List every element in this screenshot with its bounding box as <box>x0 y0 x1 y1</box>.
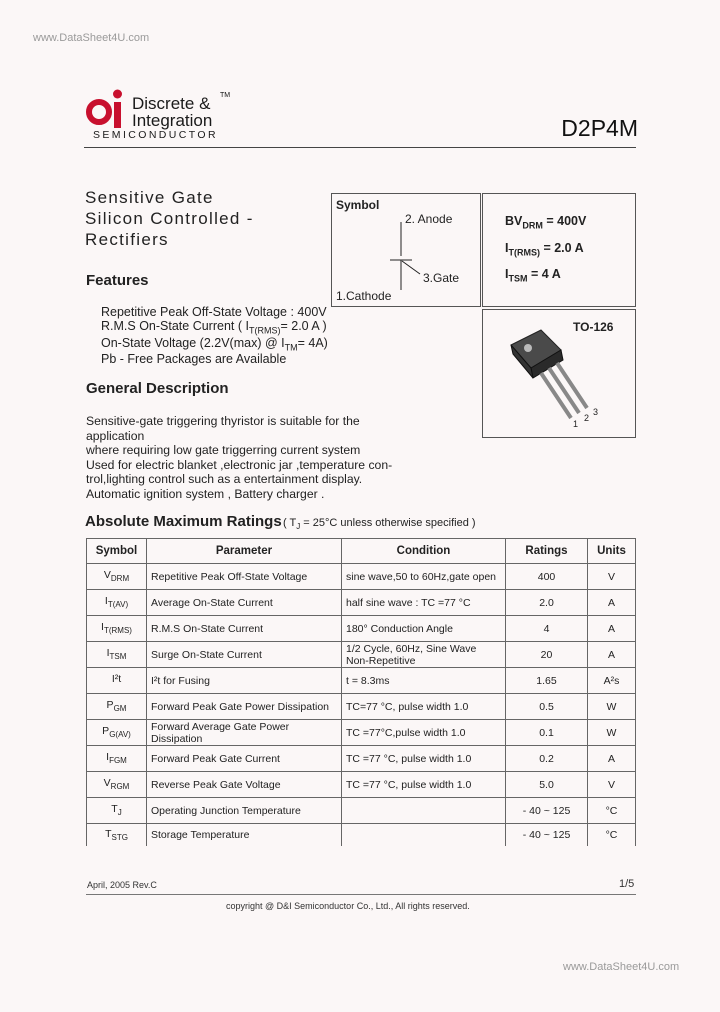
footer-page-number: 1/5 <box>619 878 635 890</box>
row-symbol: $T_J$ <box>87 798 147 824</box>
feature-item-1: Repetitive Peak Off-State Voltage : 400V <box>101 305 327 319</box>
row-symbol: $V_{DRM}$ <box>87 564 147 590</box>
row-condition: TC =77 °C, pulse width 1.0 <box>342 772 506 798</box>
row-symbol: I²t <box>87 668 147 694</box>
row-unit: °C <box>588 824 636 847</box>
row-symbol: $T_{STG}$ <box>87 824 147 847</box>
key-specs-box <box>482 193 636 307</box>
row-condition: TC =77 °C, pulse width 1.0 <box>342 746 506 772</box>
footer-copyright: copyright @ D&I Semiconductor Co., Ltd., All rights reserved. <box>226 901 470 911</box>
pin-label-3: 3 <box>593 407 599 417</box>
row-symbol: $P_{GM}$ <box>87 694 147 720</box>
row-unit: A²s <box>588 668 636 694</box>
symbol-box-title: Symbol <box>336 198 380 212</box>
row-rating: - 40 ~ 125 <box>506 824 588 847</box>
table-row <box>87 694 636 720</box>
col-parameter: Parameter <box>147 539 342 564</box>
row-symbol: $I_{T(AV)}$ <box>87 590 147 616</box>
logo-subtitle: SEMICONDUCTOR <box>93 129 218 141</box>
row-unit: W <box>588 694 636 720</box>
feature-item-3: On-State Voltage (2.2V(max) @ $I_{TM}= 4A$) <box>101 336 328 353</box>
row-parameter: Forward Peak Gate Current <box>147 746 342 772</box>
footer-date: April, 2005 Rev.C <box>87 880 157 890</box>
features-heading: Features <box>86 272 149 289</box>
logo-trademark: TM <box>220 92 231 99</box>
row-condition: t = 8.3ms <box>342 668 506 694</box>
row-unit: A <box>588 590 636 616</box>
row-parameter: Operating Junction Temperature <box>147 798 342 824</box>
row-parameter: Surge On-State Current <box>147 642 342 668</box>
anode-label: 2. Anode <box>405 212 453 226</box>
col-symbol: Symbol <box>87 539 147 564</box>
row-condition: 180° Conduction Angle <box>342 616 506 642</box>
row-symbol: $P_{G(AV)}$ <box>87 720 147 746</box>
logo-name-line1: Discrete & <box>132 94 211 113</box>
row-parameter: Storage Temperature <box>147 824 342 847</box>
row-condition <box>342 824 506 847</box>
pin-label-2: 2 <box>584 413 590 423</box>
title-line-2: Silicon Controlled - <box>85 209 254 228</box>
row-condition: sine wave,50 to 60Hz,gate open <box>342 564 506 590</box>
table-row <box>87 720 636 746</box>
row-parameter: R.M.S On-State Current <box>147 616 342 642</box>
row-unit: V <box>588 564 636 590</box>
table-row <box>87 616 636 642</box>
title-line-3: Rectifiers <box>85 230 169 249</box>
footer-rule <box>86 894 636 895</box>
table-row <box>87 798 636 824</box>
row-unit: A <box>588 616 636 642</box>
spec-itsm: $I_{TSM} = 4$ A <box>505 267 561 284</box>
row-symbol: $I_{TSM}$ <box>87 642 147 668</box>
row-condition: half sine wave : TC =77 °C <box>342 590 506 616</box>
feature-item-2: R.M.S On-State Current ( $I_{T(RMS)}= 2.0$ A ) <box>101 319 327 336</box>
general-description-text: Sensitive-gate triggering thyristor is suitable for the application where requiring low gate triggerring current system Used for electric blanket ,electronic jar ,temperature con- trol,lighting control such as a entertainment display. Automatic ignition system , Battery charger . <box>86 414 393 501</box>
general-description-heading: General Description <box>86 380 229 397</box>
row-condition: TC=77 °C, pulse width 1.0 <box>342 694 506 720</box>
row-rating: 0.1 <box>506 720 588 746</box>
pin-label-1: 1 <box>573 419 579 429</box>
ratings-table <box>86 538 636 846</box>
col-ratings: Ratings <box>506 539 588 564</box>
row-parameter: I²t for Fusing <box>147 668 342 694</box>
row-parameter: Reverse Peak Gate Voltage <box>147 772 342 798</box>
di-logo-icon <box>84 88 130 130</box>
table-row <box>87 668 636 694</box>
watermark-bottom: www.DataSheet4U.com <box>563 961 680 973</box>
header-rule <box>84 147 636 148</box>
row-unit: A <box>588 746 636 772</box>
row-condition: 1/2 Cycle, 60Hz, Sine Wave Non-Repetitive <box>342 642 506 668</box>
feature-item-4: Pb - Free Packages are Available <box>101 352 287 366</box>
ratings-header-row <box>87 539 636 564</box>
row-unit: W <box>588 720 636 746</box>
logo-name-line2: Integration <box>132 111 213 130</box>
ratings-heading: Absolute Maximum Ratings <box>85 513 282 530</box>
col-units: Units <box>588 539 636 564</box>
package-box <box>482 309 636 438</box>
spec-bvdrm: $BV_{DRM} = 400V$ <box>505 214 587 231</box>
watermark-top: www.DataSheet4U.com <box>33 32 150 44</box>
row-rating: 20 <box>506 642 588 668</box>
row-symbol: $I_{FGM}$ <box>87 746 147 772</box>
table-row <box>87 590 636 616</box>
table-row <box>87 824 636 847</box>
row-parameter: Average On-State Current <box>147 590 342 616</box>
package-name: TO-126 <box>573 320 614 334</box>
table-row <box>87 642 636 668</box>
title-line-1: Sensitive Gate <box>85 188 214 207</box>
table-row <box>87 772 636 798</box>
table-row <box>87 564 636 590</box>
row-unit: °C <box>588 798 636 824</box>
row-unit: A <box>588 642 636 668</box>
row-rating: 0.5 <box>506 694 588 720</box>
row-rating: 5.0 <box>506 772 588 798</box>
row-symbol: $I_{T(RMS)}$ <box>87 616 147 642</box>
table-row <box>87 746 636 772</box>
spec-it-rms: $I_{T(RMS)} = 2.0$ A <box>505 241 584 258</box>
cathode-label: 1.Cathode <box>336 289 392 303</box>
company-logo <box>84 88 234 144</box>
col-condition: Condition <box>342 539 506 564</box>
row-symbol: $V_{RGM}$ <box>87 772 147 798</box>
gate-label: 3.Gate <box>423 271 460 285</box>
to126-package-icon <box>483 310 635 437</box>
row-parameter: Repetitive Peak Off-State Voltage <box>147 564 342 590</box>
row-unit: V <box>588 772 636 798</box>
row-rating: 2.0 <box>506 590 588 616</box>
part-number: D2P4M <box>561 115 638 141</box>
row-condition: TC =77°C,pulse width 1.0 <box>342 720 506 746</box>
row-parameter: Forward Average Gate Power Dissipation <box>147 720 342 746</box>
row-rating: 1.65 <box>506 668 588 694</box>
symbol-box <box>331 193 481 307</box>
ratings-note: ( $T_J = 25^\circ C$ unless otherwise specified ) <box>283 517 476 532</box>
row-condition <box>342 798 506 824</box>
row-rating: - 40 ~ 125 <box>506 798 588 824</box>
row-rating: 4 <box>506 616 588 642</box>
row-parameter: Forward Peak Gate Power Dissipation <box>147 694 342 720</box>
row-rating: 400 <box>506 564 588 590</box>
row-rating: 0.2 <box>506 746 588 772</box>
